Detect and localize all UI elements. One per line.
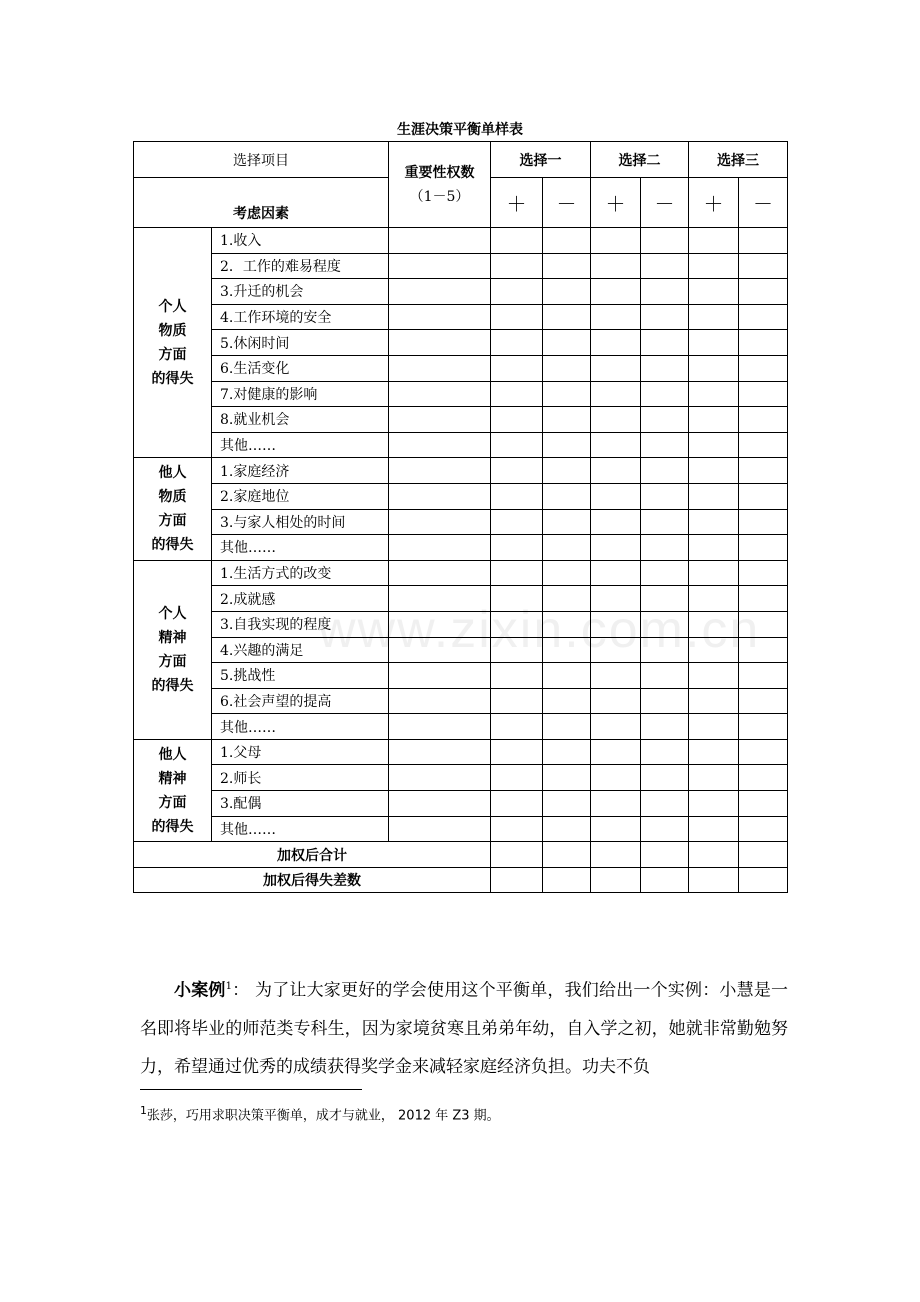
score-cell[interactable] — [543, 279, 591, 305]
factor-item: 3.自我实现的程度 — [212, 611, 389, 637]
score-cell[interactable] — [543, 381, 591, 407]
score-cell[interactable] — [641, 637, 689, 663]
factor-item: 6.生活变化 — [212, 355, 389, 381]
score-cell[interactable] — [739, 867, 788, 893]
score-cell[interactable] — [543, 791, 591, 817]
table-row — [134, 765, 788, 791]
score-cell[interactable] — [491, 714, 543, 740]
table-row — [134, 509, 788, 535]
weight-cell[interactable] — [389, 407, 491, 433]
summary-label: 加权后得失差数 — [134, 867, 491, 893]
score-cell[interactable] — [641, 611, 689, 637]
weight-cell[interactable] — [389, 560, 491, 586]
header-choice-2: 选择二 — [591, 142, 689, 178]
score-cell[interactable] — [591, 663, 641, 689]
score-cell[interactable] — [641, 791, 689, 817]
weight-cell[interactable] — [389, 816, 491, 842]
table-row — [134, 535, 788, 561]
weight-cell[interactable] — [389, 586, 491, 612]
score-cell[interactable] — [689, 816, 739, 842]
table-row — [134, 253, 788, 279]
score-cell[interactable] — [641, 330, 689, 356]
score-cell[interactable] — [641, 253, 689, 279]
score-cell[interactable] — [591, 509, 641, 535]
score-cell[interactable] — [689, 253, 739, 279]
category-label-line: 方面 — [158, 794, 187, 811]
score-cell[interactable] — [491, 637, 543, 663]
score-cell[interactable] — [689, 637, 739, 663]
header-choice-1: 选择一 — [491, 142, 591, 178]
table-row — [134, 791, 788, 817]
table-row — [134, 407, 788, 433]
factor-item: 2.家庭地位 — [212, 483, 389, 509]
score-cell[interactable] — [641, 688, 689, 714]
score-cell[interactable] — [491, 253, 543, 279]
score-cell[interactable] — [491, 535, 543, 561]
score-cell[interactable] — [641, 432, 689, 458]
score-cell[interactable] — [641, 509, 689, 535]
category-label-line: 方面 — [158, 513, 187, 530]
table-row — [134, 688, 788, 714]
score-cell[interactable] — [739, 791, 788, 817]
score-cell[interactable] — [491, 586, 543, 612]
factor-item: 5.休闲时间 — [212, 330, 389, 356]
score-cell[interactable] — [543, 586, 591, 612]
table-row — [134, 611, 788, 637]
plus-sign: ＋ — [491, 178, 543, 228]
score-cell[interactable] — [739, 330, 788, 356]
table-row — [134, 663, 788, 689]
score-cell[interactable] — [543, 483, 591, 509]
score-cell[interactable] — [591, 355, 641, 381]
score-cell[interactable] — [543, 355, 591, 381]
score-cell[interactable] — [543, 509, 591, 535]
weight-cell[interactable] — [389, 714, 491, 740]
score-cell[interactable] — [591, 637, 641, 663]
weight-cell[interactable] — [389, 739, 491, 765]
score-cell[interactable] — [491, 355, 543, 381]
decision-balance-table — [133, 141, 788, 893]
table-row — [134, 637, 788, 663]
factor-item: 7.对健康的影响 — [212, 381, 389, 407]
factor-item: 3.与家人相处的时间 — [212, 509, 389, 535]
score-cell[interactable] — [491, 663, 543, 689]
score-cell[interactable] — [591, 791, 641, 817]
score-cell[interactable] — [739, 637, 788, 663]
score-cell[interactable] — [739, 304, 788, 330]
score-cell[interactable] — [689, 611, 739, 637]
weight-range: （1－5） — [409, 188, 470, 205]
table-row — [134, 586, 788, 612]
factor-item: 4.兴趣的满足 — [212, 637, 389, 663]
score-cell[interactable] — [739, 586, 788, 612]
category-label-line: 的得失 — [151, 537, 194, 554]
score-cell[interactable] — [641, 739, 689, 765]
score-cell[interactable] — [641, 279, 689, 305]
table-row — [134, 381, 788, 407]
minus-sign: － — [641, 178, 689, 228]
weight-cell[interactable] — [389, 228, 491, 254]
score-cell[interactable] — [543, 765, 591, 791]
score-cell[interactable] — [491, 842, 543, 868]
factor-item: 3.升迁的机会 — [212, 279, 389, 305]
header-choice-3: 选择三 — [689, 142, 788, 178]
factor-item: 1.父母 — [212, 739, 389, 765]
score-cell[interactable] — [491, 228, 543, 254]
table-row — [134, 432, 788, 458]
score-cell[interactable] — [491, 688, 543, 714]
score-cell[interactable] — [641, 867, 689, 893]
weight-cell[interactable] — [389, 458, 491, 484]
weight-cell[interactable] — [389, 688, 491, 714]
score-cell[interactable] — [739, 228, 788, 254]
table-row — [134, 739, 788, 765]
score-cell[interactable] — [739, 535, 788, 561]
weight-cell[interactable] — [389, 304, 491, 330]
score-cell[interactable] — [739, 560, 788, 586]
score-cell[interactable] — [641, 458, 689, 484]
weight-cell[interactable] — [389, 663, 491, 689]
score-cell[interactable] — [543, 407, 591, 433]
score-cell[interactable] — [543, 663, 591, 689]
score-cell[interactable] — [491, 279, 543, 305]
category-label-line: 物质 — [158, 322, 187, 339]
score-cell[interactable] — [689, 586, 739, 612]
plus-sign: ＋ — [591, 178, 641, 228]
score-cell[interactable] — [689, 688, 739, 714]
score-cell[interactable] — [641, 355, 689, 381]
score-cell[interactable] — [739, 842, 788, 868]
score-cell[interactable] — [491, 791, 543, 817]
score-cell[interactable] — [689, 407, 739, 433]
weight-cell[interactable] — [389, 535, 491, 561]
summary-label: 加权后合计 — [134, 842, 491, 868]
score-cell[interactable] — [739, 279, 788, 305]
footnote-text: 张莎，巧用求职决策平衡单，成才与就业， 2012 年 Z3 期。 — [146, 1108, 500, 1124]
score-cell[interactable] — [689, 304, 739, 330]
score-cell[interactable] — [491, 304, 543, 330]
minus-sign: － — [739, 178, 788, 228]
table-row — [134, 330, 788, 356]
footnote-mark: 1 — [140, 1104, 147, 1117]
category-label-line: 方面 — [158, 346, 187, 363]
score-cell[interactable] — [641, 560, 689, 586]
score-cell[interactable] — [739, 483, 788, 509]
header-select-items: 选择项目 — [134, 142, 389, 178]
category-label-line: 方面 — [158, 653, 187, 670]
score-cell[interactable] — [491, 381, 543, 407]
score-cell[interactable] — [491, 765, 543, 791]
category-label-line: 的得失 — [151, 818, 194, 835]
score-cell[interactable] — [641, 483, 689, 509]
score-cell[interactable] — [689, 483, 739, 509]
score-cell[interactable] — [591, 381, 641, 407]
score-cell[interactable] — [641, 535, 689, 561]
category-label-line: 物质 — [158, 489, 187, 506]
score-cell[interactable] — [689, 355, 739, 381]
score-cell[interactable] — [543, 867, 591, 893]
summary-row — [134, 842, 788, 868]
table-row — [134, 228, 788, 254]
score-cell[interactable] — [739, 663, 788, 689]
factor-item: 6.社会声望的提高 — [212, 688, 389, 714]
score-cell[interactable] — [591, 483, 641, 509]
score-cell[interactable] — [491, 458, 543, 484]
factor-item: 其他…… — [212, 535, 389, 561]
minus-sign: － — [543, 178, 591, 228]
table-row — [134, 458, 788, 484]
score-cell[interactable] — [491, 867, 543, 893]
score-cell[interactable] — [689, 765, 739, 791]
score-cell[interactable] — [641, 407, 689, 433]
factor-item: 1.家庭经济 — [212, 458, 389, 484]
category-label-line: 的得失 — [151, 677, 194, 694]
score-cell[interactable] — [591, 279, 641, 305]
weight-cell[interactable] — [389, 509, 491, 535]
score-cell[interactable] — [543, 714, 591, 740]
score-cell[interactable] — [591, 304, 641, 330]
score-cell[interactable] — [491, 509, 543, 535]
category-label — [134, 228, 212, 458]
score-cell[interactable] — [689, 432, 739, 458]
score-cell[interactable] — [543, 688, 591, 714]
case-paragraph — [140, 968, 788, 1086]
score-cell[interactable] — [641, 381, 689, 407]
footnote-separator — [140, 1089, 362, 1090]
score-cell[interactable] — [689, 739, 739, 765]
table-row — [134, 560, 788, 586]
factor-item: 1.生活方式的改变 — [212, 560, 389, 586]
score-cell[interactable] — [543, 560, 591, 586]
plus-sign: ＋ — [689, 178, 739, 228]
score-cell[interactable] — [641, 228, 689, 254]
score-cell[interactable] — [739, 355, 788, 381]
score-cell[interactable] — [591, 560, 641, 586]
case-text: 为了让大家更好的学会使用这个平衡单，我们给出一个实例：小慧是一名即将毕业的师范类专科生，因为家境贫寒且弟弟年幼，自入学之初，她就非常勤勉努力，希望通过优秀的成绩获得奖学金来减轻家庭经济负担。功夫不负 — [140, 980, 789, 1077]
weight-cell[interactable] — [389, 355, 491, 381]
score-cell[interactable] — [491, 483, 543, 509]
score-cell[interactable] — [591, 688, 641, 714]
category-label — [134, 458, 212, 560]
score-cell[interactable] — [641, 816, 689, 842]
table-row — [134, 279, 788, 305]
weight-cell[interactable] — [389, 279, 491, 305]
score-cell[interactable] — [591, 714, 641, 740]
factor-item: 其他…… — [212, 432, 389, 458]
score-cell[interactable] — [491, 407, 543, 433]
category-label — [134, 560, 212, 739]
score-cell[interactable] — [591, 816, 641, 842]
score-cell[interactable] — [739, 611, 788, 637]
score-cell[interactable] — [591, 253, 641, 279]
table-row — [134, 304, 788, 330]
score-cell[interactable] — [739, 816, 788, 842]
score-cell[interactable] — [543, 611, 591, 637]
score-cell[interactable] — [591, 611, 641, 637]
category-label-line: 的得失 — [151, 370, 194, 387]
table-caption: 生涯决策平衡单样表 — [397, 122, 523, 138]
score-cell[interactable] — [689, 509, 739, 535]
score-cell[interactable] — [739, 381, 788, 407]
category-label-line: 精神 — [158, 629, 187, 646]
score-cell[interactable] — [591, 535, 641, 561]
category-label-line: 精神 — [158, 770, 187, 787]
watermark: www.zixin.com.cn — [318, 601, 761, 659]
case-separator: ： — [231, 980, 250, 1001]
score-cell[interactable] — [591, 586, 641, 612]
score-cell[interactable] — [641, 765, 689, 791]
score-cell[interactable] — [689, 458, 739, 484]
category-label-line: 个人 — [158, 298, 187, 315]
weight-cell[interactable] — [389, 253, 491, 279]
score-cell[interactable] — [543, 330, 591, 356]
score-cell[interactable] — [641, 714, 689, 740]
score-cell[interactable] — [591, 739, 641, 765]
score-cell[interactable] — [739, 739, 788, 765]
footnote — [140, 1104, 500, 1123]
score-cell[interactable] — [739, 458, 788, 484]
summary-row — [134, 867, 788, 893]
score-cell[interactable] — [689, 381, 739, 407]
score-cell[interactable] — [491, 432, 543, 458]
category-label — [134, 739, 212, 841]
factor-item: 5.挑战性 — [212, 663, 389, 689]
score-cell[interactable] — [689, 714, 739, 740]
weight-cell[interactable] — [389, 765, 491, 791]
score-cell[interactable] — [641, 586, 689, 612]
table-row — [134, 714, 788, 740]
score-cell[interactable] — [739, 253, 788, 279]
score-cell[interactable] — [491, 739, 543, 765]
score-cell[interactable] — [543, 816, 591, 842]
score-cell[interactable] — [689, 867, 739, 893]
score-cell[interactable] — [491, 611, 543, 637]
factor-item: 3.配偶 — [212, 791, 389, 817]
score-cell[interactable] — [739, 714, 788, 740]
case-label: 小案例 — [174, 980, 226, 1001]
category-label-line: 他人 — [158, 465, 187, 482]
score-cell[interactable] — [491, 816, 543, 842]
weight-cell[interactable] — [389, 637, 491, 663]
category-label-line: 他人 — [158, 746, 187, 763]
score-cell[interactable] — [689, 279, 739, 305]
score-cell[interactable] — [543, 842, 591, 868]
score-cell[interactable] — [641, 842, 689, 868]
factor-item: 2.成就感 — [212, 586, 389, 612]
weight-label: 重要性权数 — [404, 164, 475, 181]
factor-item: 4.工作环境的安全 — [212, 304, 389, 330]
table-row — [134, 816, 788, 842]
score-cell[interactable] — [591, 432, 641, 458]
score-cell[interactable] — [591, 407, 641, 433]
factor-item: 其他…… — [212, 816, 389, 842]
score-cell[interactable] — [739, 432, 788, 458]
weight-cell[interactable] — [389, 483, 491, 509]
table-row — [134, 483, 788, 509]
factor-item: 1.收入 — [212, 228, 389, 254]
weight-cell[interactable] — [389, 330, 491, 356]
score-cell[interactable] — [689, 560, 739, 586]
score-cell[interactable] — [689, 791, 739, 817]
factor-item: 2.师长 — [212, 765, 389, 791]
score-cell[interactable] — [641, 304, 689, 330]
score-cell[interactable] — [543, 458, 591, 484]
score-cell[interactable] — [689, 228, 739, 254]
score-cell[interactable] — [739, 765, 788, 791]
score-cell[interactable] — [689, 535, 739, 561]
score-cell[interactable] — [641, 663, 689, 689]
score-cell[interactable] — [591, 228, 641, 254]
header-factors: 考虑因素 — [134, 178, 389, 228]
score-cell[interactable] — [591, 330, 641, 356]
score-cell[interactable] — [739, 509, 788, 535]
weight-cell[interactable] — [389, 611, 491, 637]
score-cell[interactable] — [491, 330, 543, 356]
score-cell[interactable] — [543, 253, 591, 279]
factor-item: 其他…… — [212, 714, 389, 740]
score-cell[interactable] — [543, 304, 591, 330]
score-cell[interactable] — [689, 330, 739, 356]
score-cell[interactable] — [491, 560, 543, 586]
score-cell[interactable] — [739, 688, 788, 714]
score-cell[interactable] — [591, 458, 641, 484]
score-cell[interactable] — [543, 432, 591, 458]
score-cell[interactable] — [543, 637, 591, 663]
score-cell[interactable] — [591, 842, 641, 868]
score-cell[interactable] — [739, 407, 788, 433]
weight-cell[interactable] — [389, 791, 491, 817]
header-weight — [389, 142, 491, 228]
factor-item: 8.就业机会 — [212, 407, 389, 433]
score-cell[interactable] — [591, 867, 641, 893]
table-row — [134, 355, 788, 381]
score-cell[interactable] — [543, 739, 591, 765]
score-cell[interactable] — [689, 842, 739, 868]
category-label-line: 个人 — [158, 605, 187, 622]
footnote-ref: 1 — [225, 981, 232, 992]
score-cell[interactable] — [591, 765, 641, 791]
score-cell[interactable] — [543, 535, 591, 561]
score-cell[interactable] — [689, 663, 739, 689]
score-cell[interactable] — [543, 228, 591, 254]
weight-cell[interactable] — [389, 432, 491, 458]
weight-cell[interactable] — [389, 381, 491, 407]
factor-item: 2．工作的难易程度 — [212, 253, 389, 279]
